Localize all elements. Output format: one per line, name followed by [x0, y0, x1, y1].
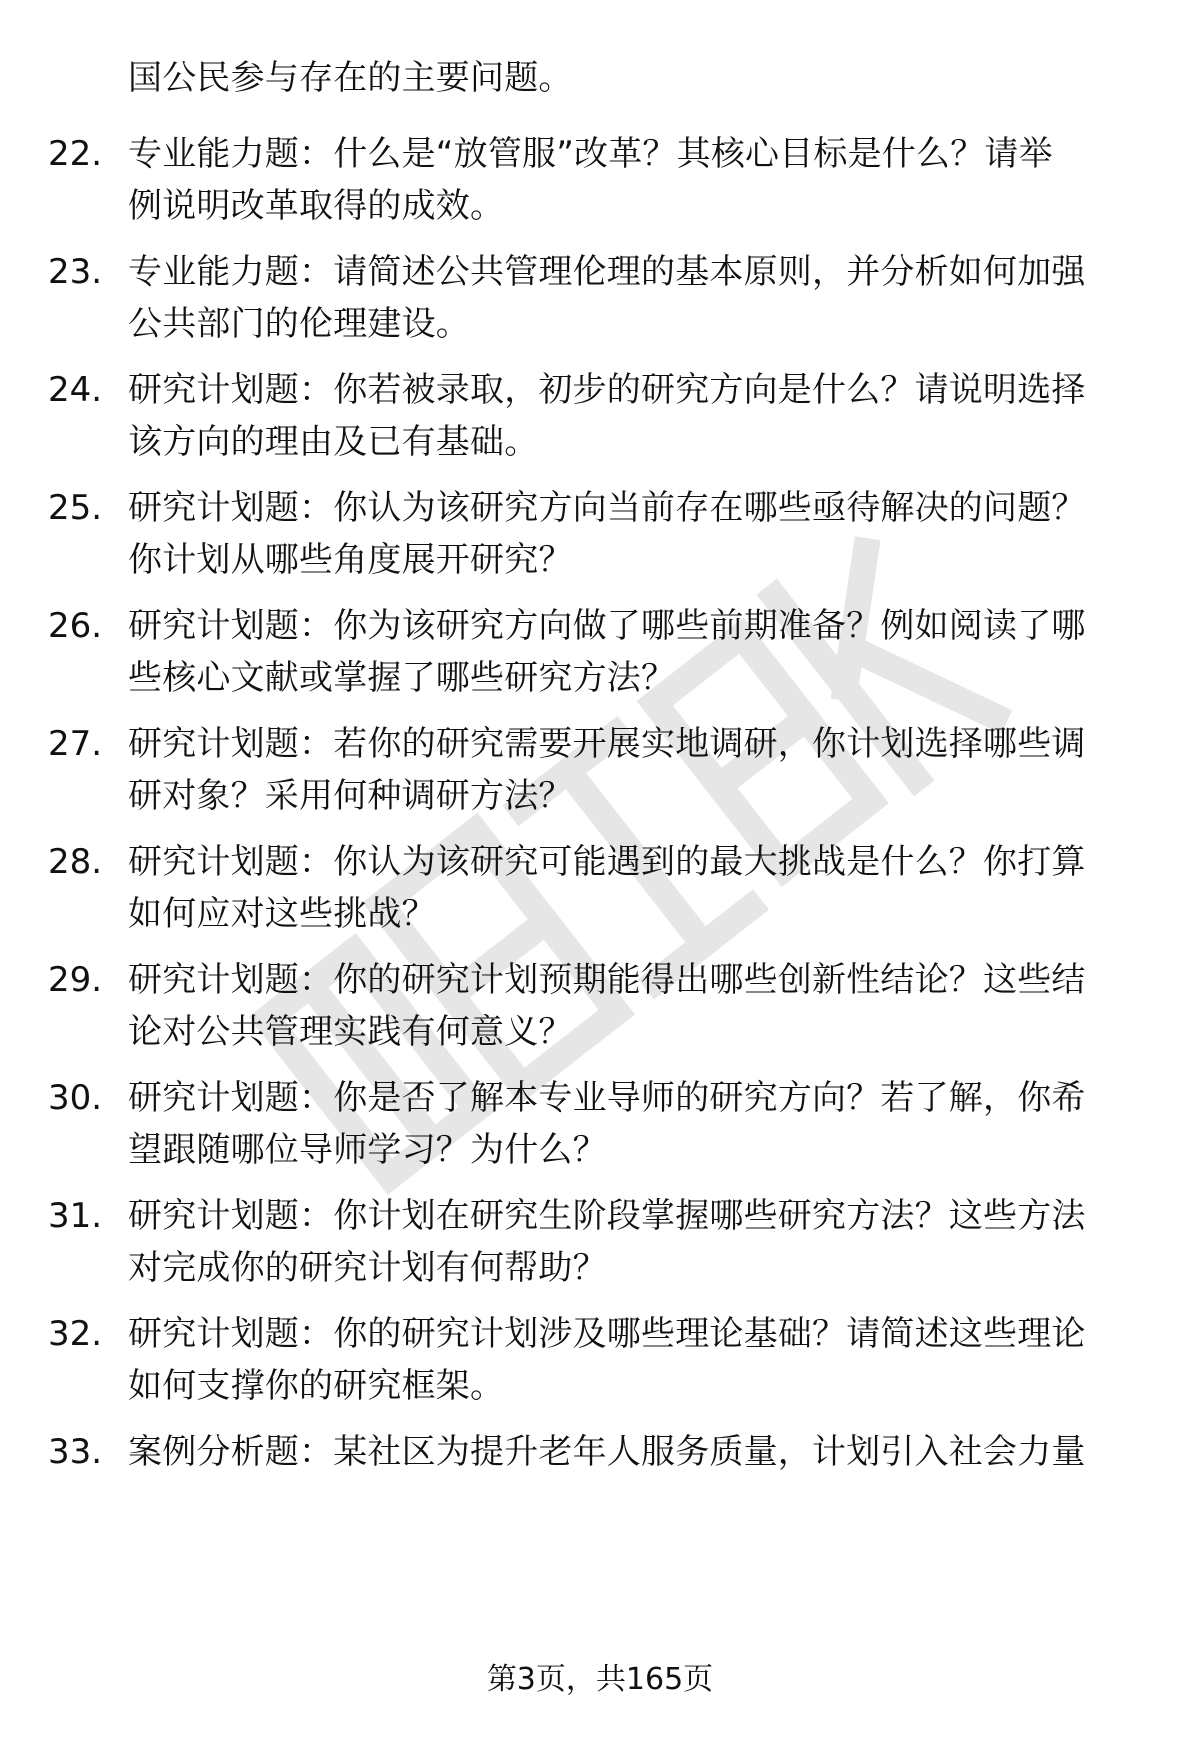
item-line: 些核心文献或掌握了哪些研究方法？ — [128, 658, 676, 698]
item-line: 专业能力题：什么是“放管服”改革？其核心目标是什么？请举 — [128, 134, 1053, 174]
item-line: 研究计划题：你为该研究方向做了哪些前期准备？例如阅读了哪 — [128, 606, 1086, 646]
item-line: 例说明改革取得的成效。 — [128, 186, 505, 226]
item-line: 研究计划题：你认为该研究方向当前存在哪些亟待解决的问题？ — [128, 488, 1086, 528]
item-number: 32. — [48, 1314, 103, 1354]
item-line: 研究计划题：若你的研究需要开展实地调研，你计划选择哪些调 — [128, 724, 1086, 764]
item-number: 33. — [48, 1432, 103, 1472]
item-line: 该方向的理由及已有基础。 — [128, 422, 539, 462]
item-line: 研究计划题：你若被录取，初步的研究方向是什么？请说明选择 — [128, 370, 1086, 410]
item-number: 24. — [48, 370, 103, 410]
item-number: 22. — [48, 134, 103, 174]
item-number: 26. — [48, 606, 103, 646]
item-number: 25. — [48, 488, 103, 528]
item-line: 研究计划题：你是否了解本专业导师的研究方向？若了解，你希 — [128, 1078, 1086, 1118]
item-number: 30. — [48, 1078, 103, 1118]
item-line: 研究计划题：你计划在研究生阶段掌握哪些研究方法？这些方法 — [128, 1196, 1086, 1236]
item-line: 论对公共管理实践有何意义？ — [128, 1012, 573, 1052]
continuation-line: 国公民参与存在的主要问题。 — [128, 58, 573, 98]
item-line: 案例分析题：某社区为提升老年人服务质量，计划引入社会力量 — [128, 1432, 1086, 1472]
item-number: 28. — [48, 842, 103, 882]
item-line: 如何支撑你的研究框架。 — [128, 1366, 505, 1406]
item-line: 专业能力题：请简述公共管理伦理的基本原则，并分析如何加强 — [128, 252, 1086, 292]
item-line: 研对象？采用何种调研方法？ — [128, 776, 573, 816]
item-number: 23. — [48, 252, 103, 292]
item-number: 29. — [48, 960, 103, 1000]
item-line: 望跟随哪位导师学习？为什么？ — [128, 1130, 607, 1170]
item-line: 如何应对这些挑战？ — [128, 894, 436, 934]
page-footer: 第3页，共165页 — [486, 1662, 714, 1697]
item-line: 对完成你的研究计划有何帮助？ — [128, 1248, 607, 1288]
item-line: 你计划从哪些角度展开研究？ — [128, 540, 573, 580]
item-line: 研究计划题：你认为该研究可能遇到的最大挑战是什么？你打算 — [128, 842, 1086, 882]
item-line: 研究计划题：你的研究计划预期能得出哪些创新性结论？这些结 — [128, 960, 1086, 1000]
item-number: 27. — [48, 724, 103, 764]
item-line: 公共部门的伦理建设。 — [128, 304, 470, 344]
item-line: 研究计划题：你的研究计划涉及哪些理论基础？请简述这些理论 — [128, 1314, 1086, 1354]
item-number: 31. — [48, 1196, 103, 1236]
